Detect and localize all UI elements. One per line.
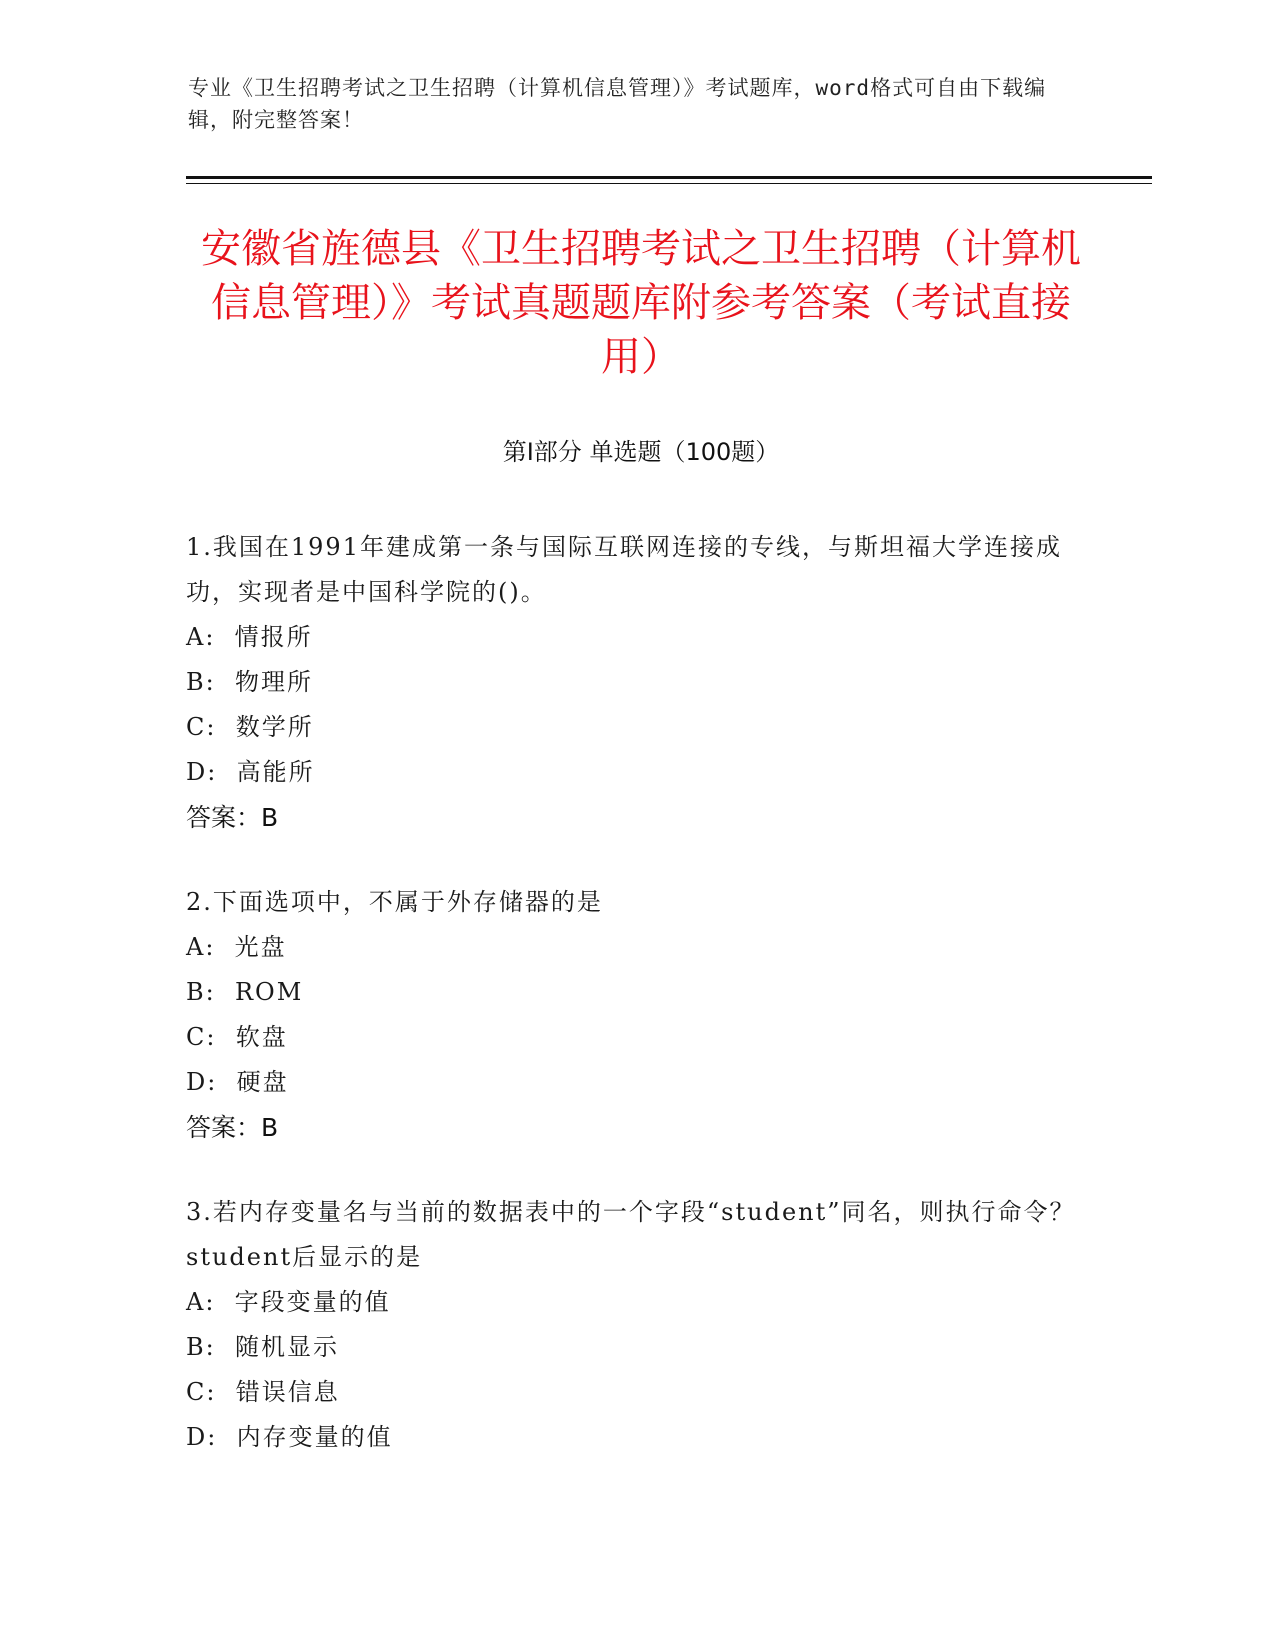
- option-b: B: 随机显示: [186, 1333, 339, 1361]
- header-divider-thin: [186, 183, 1152, 184]
- option-b: B: ROM: [186, 978, 304, 1006]
- answer-text: 答案：B: [186, 803, 279, 832]
- option-b: B: 物理所: [186, 668, 313, 696]
- document-title: 安徽省旌德县《卫生招聘考试之卫生招聘（计算机信息管理）》考试真题题库附参考答案（考试直接用）: [201, 226, 1081, 380]
- question-item: [186, 1190, 1086, 1460]
- header-note: 专业《卫生招聘考试之卫生招聘（计算机信息管理）》考试题库，word格式可自由下载编辑，附完整答案！: [188, 76, 1047, 132]
- question-text: 3.若内存变量名与当前的数据表中的一个字段“student”同名，则执行命令？student后显示的是: [186, 1198, 1076, 1271]
- question-item: [186, 880, 1086, 1150]
- option-d: D: 高能所: [186, 758, 315, 786]
- option-a: A: 光盘: [186, 933, 287, 961]
- section-title: 第I部分 单选题（100题）: [502, 438, 780, 466]
- header-divider: [186, 176, 1152, 179]
- option-a: A: 情报所: [186, 623, 313, 651]
- question-item: [186, 525, 1086, 840]
- option-d: D: 硬盘: [186, 1068, 289, 1096]
- answer-text: 答案：B: [186, 1113, 279, 1142]
- option-d: D: 内存变量的值: [186, 1423, 393, 1451]
- question-list: [186, 525, 1086, 1500]
- option-c: C: 软盘: [186, 1023, 288, 1051]
- question-text: 1.我国在1991年建成第一条与国际互联网连接的专线，与斯坦福大学连接成功，实现者是中国科学院的()。: [186, 533, 1062, 606]
- option-c: C: 数学所: [186, 713, 314, 741]
- question-text: 2.下面选项中，不属于外存储器的是: [186, 888, 603, 916]
- option-a: A: 字段变量的值: [186, 1288, 391, 1316]
- option-c: C: 错误信息: [186, 1378, 340, 1406]
